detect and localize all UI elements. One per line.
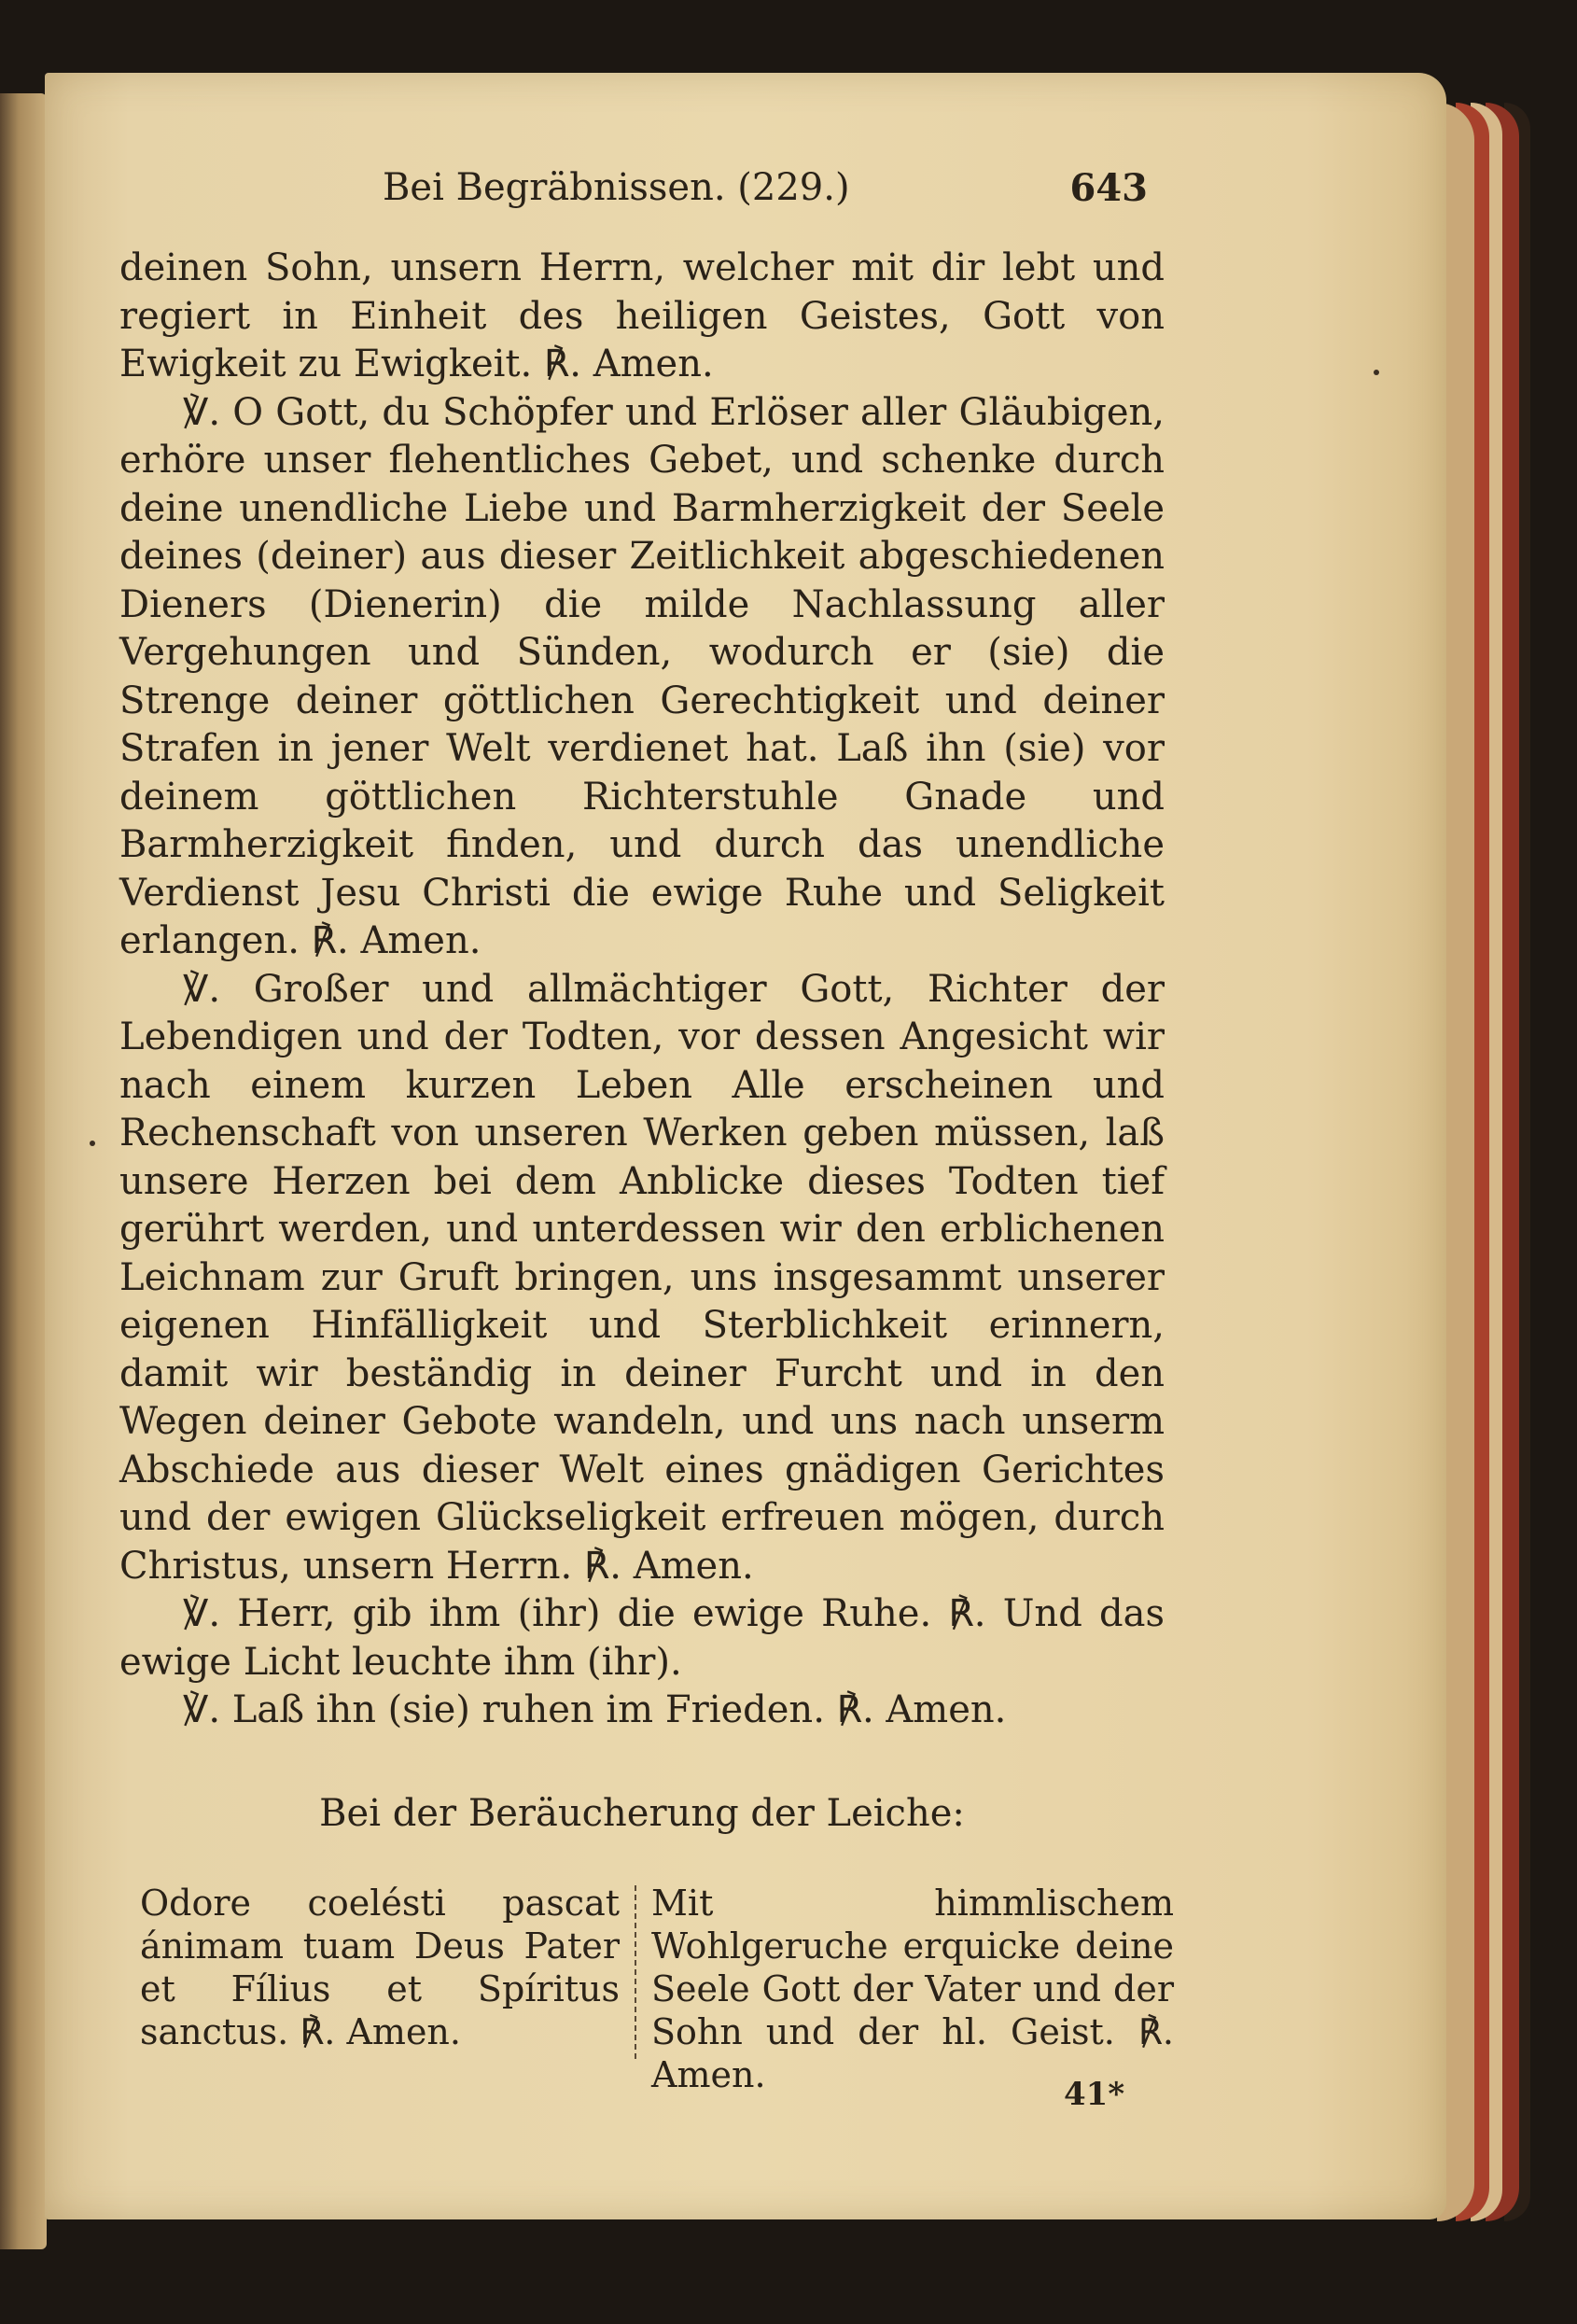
paragraph: ℣. Laß ihn (sie) ruhen im Frieden. ℟. Amen. bbox=[183, 1688, 1007, 1731]
facing-page-edge bbox=[0, 93, 47, 2249]
prayer-text bbox=[119, 245, 1165, 1735]
section-heading: Bei der Beräucherung der Leiche: bbox=[319, 1792, 965, 1835]
german-column: Mit himmlischem Wohlgeruche erquicke deine Seele Gott der Vater und der Sohn und der hl. Geist. ℟. Amen. bbox=[651, 1883, 1174, 2095]
speck bbox=[90, 1141, 95, 1146]
signature-mark: 41* bbox=[1064, 2076, 1125, 2113]
latin-column: Odore coelésti pascat ánimam tuam Deus Pater et Fílius et Spíritus sanctus. ℟. Amen. bbox=[140, 1883, 620, 2052]
running-title: Bei Begräbnissen. (229.) bbox=[383, 166, 850, 209]
paragraph: deinen Sohn, unsern Herrn, welcher mit dir lebt und regiert in Einheit des heiligen Geistes, Gott von Ewigkeit zu Ewigkeit. ℟. Amen. bbox=[119, 246, 1165, 385]
speck bbox=[1374, 370, 1379, 375]
page-number: 643 bbox=[1069, 166, 1148, 210]
paragraph: ℣. Großer und allmächtiger Gott, Richter der Lebendigen und der Todten, vor dessen Angesicht wir nach einem kurzen Leben Alle erscheinen und Rechenschaft von unseren Werken geben müssen, laß unsere Herzen bei dem Anblicke dieses Todten tief gerührt werden, und unterdessen wir den erblichenen Leichnam zur Gruft bringen, uns insgesammt unserer eigenen Hinfälligkeit und Sterblichkeit erinnern, damit wir beständig in deiner Furcht und in den Wegen deiner Gebote wandeln, und uns nach unserm Abschiede aus dieser Welt eines gnädigen Gerichtes und der ewigen Glückseligkeit erfreuen mögen, durch Christus, unsern Herrn. ℟. Amen. bbox=[119, 967, 1165, 1588]
column-divider bbox=[635, 1885, 636, 2059]
paragraph: ℣. Herr, gib ihm (ihr) die ewige Ruhe. ℟. Und das ewige Licht leuchte ihm (ihr). bbox=[119, 1592, 1165, 1684]
paragraph: ℣. O Gott, du Schöpfer und Erlöser aller Gläubigen, erhöre unser flehentliches Gebet, und schenke durch deine unendliche Liebe und Barmherzigkeit der Seele deines (deiner) aus dieser Zeitlichkeit abgeschiedenen Dieners (Dienerin) die milde Nachlassung aller Vergehungen und Sünden, wodurch er (sie) die Strenge deiner göttlichen Gerechtigkeit und deiner Strafen in jener Welt verdienet hat. Laß ihn (sie) vor deinem göttlichen Richterstuhle Gnade und Barmherzigkeit finden, und durch das unendliche Verdienst Jesu Christi die ewige Ruhe und Seligkeit erlangen. ℟. Amen. bbox=[119, 390, 1165, 962]
